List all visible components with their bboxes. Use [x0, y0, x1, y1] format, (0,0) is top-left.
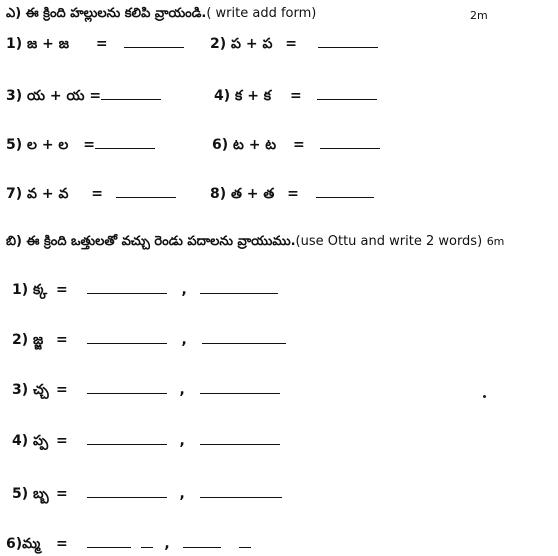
item-expression: క + క — [235, 88, 272, 104]
equals-sign: = — [91, 186, 104, 202]
word-blank-1[interactable] — [87, 293, 167, 294]
comma-separator: , — [181, 332, 187, 348]
section-a-marks: 2m — [470, 9, 488, 22]
equals-sign: = — [83, 137, 95, 153]
ottu-label: 4) ప్ప — [12, 433, 49, 449]
item-expression: ట + ట — [233, 137, 277, 153]
equals-sign: = — [56, 433, 68, 449]
answer-blank[interactable] — [124, 47, 184, 48]
equals-sign: = — [290, 88, 302, 104]
equals-sign: = — [56, 282, 68, 298]
answer-blank[interactable] — [95, 148, 155, 149]
section-a-heading-english: ( write add form) — [206, 6, 317, 21]
answer-blank[interactable] — [316, 197, 374, 198]
ottu-item-4 — [12, 433, 280, 452]
word-blank-2[interactable] — [200, 497, 282, 498]
item-expression: య + య — [27, 88, 85, 104]
ottu-label: 3) చ్చ — [12, 382, 49, 398]
item-number: 7) — [6, 186, 23, 202]
add-item-7 — [6, 186, 176, 205]
item-expression: త + త — [231, 186, 275, 202]
equals-sign: = — [56, 332, 68, 348]
word-blank-1[interactable] — [87, 547, 131, 548]
comma-separator: , — [181, 282, 187, 298]
item-number: 5) — [6, 137, 23, 153]
section-b-heading — [6, 234, 504, 252]
ottu-item-3 — [12, 382, 280, 401]
equals-sign: = — [95, 36, 108, 52]
ottu-item-6 — [6, 536, 251, 555]
ottu-item-1 — [12, 282, 278, 301]
add-item-6 — [212, 137, 380, 156]
word-blank-1[interactable] — [87, 444, 167, 445]
comma-separator: , — [179, 486, 185, 502]
add-item-4 — [214, 88, 377, 107]
section-b-heading-english: (use Ottu and write 2 words) — [295, 234, 483, 249]
equals-sign: = — [56, 486, 68, 502]
scan-speck — [483, 395, 486, 398]
word-blank-2-tail — [239, 547, 251, 548]
comma-separator: , — [164, 536, 170, 552]
word-blank-1[interactable] — [87, 497, 167, 498]
equals-sign: = — [285, 36, 298, 52]
word-blank-1-tail — [141, 547, 153, 548]
add-item-5 — [6, 137, 155, 156]
answer-blank[interactable] — [318, 47, 378, 48]
add-item-8 — [210, 186, 374, 205]
add-item-3 — [6, 88, 161, 107]
word-blank-1[interactable] — [87, 393, 167, 394]
add-item-2 — [210, 36, 378, 55]
word-blank-2[interactable] — [183, 547, 221, 548]
section-a-heading — [6, 6, 316, 24]
item-number: 1) — [6, 36, 23, 52]
section-a-heading-telugu: ఎ) ఈ క్రింది హల్లులను కలిపి వ్రాయండి. — [6, 6, 207, 21]
equals-sign: = — [287, 186, 299, 202]
item-number: 4) — [214, 88, 231, 104]
add-item-1 — [6, 36, 184, 55]
equals-sign: = — [56, 536, 68, 552]
ottu-label: 5) బ్బ — [12, 486, 49, 502]
equals-sign: = — [89, 88, 102, 104]
answer-blank[interactable] — [320, 148, 380, 149]
equals-sign: = — [56, 382, 68, 398]
word-blank-2[interactable] — [200, 393, 280, 394]
comma-separator: , — [179, 382, 185, 398]
item-expression: ల + ల — [27, 137, 69, 153]
item-number: 3) — [6, 88, 23, 104]
word-blank-1[interactable] — [87, 343, 167, 344]
section-b-heading-telugu: బి) ఈ క్రింది ఒత్తులతో వచ్చు రెండు పదాలను వ్రాయుము. — [6, 234, 296, 249]
ottu-label: 1) క్క — [12, 282, 48, 298]
word-blank-2[interactable] — [202, 343, 286, 344]
item-expression: ప + ప — [231, 36, 273, 52]
ottu-label: 6)మ్మ — [6, 536, 41, 552]
ottu-item-5 — [12, 486, 282, 505]
section-b-marks: 6m — [486, 235, 505, 248]
equals-sign: = — [293, 137, 305, 153]
comma-separator: , — [179, 433, 185, 449]
item-expression: వ + వ — [27, 186, 69, 202]
item-expression: జ + జ — [27, 36, 69, 52]
item-number: 6) — [212, 137, 229, 153]
answer-blank[interactable] — [317, 99, 377, 100]
word-blank-2[interactable] — [200, 444, 280, 445]
item-number: 2) — [210, 36, 227, 52]
answer-blank[interactable] — [116, 197, 176, 198]
word-blank-2[interactable] — [200, 293, 278, 294]
ottu-item-2 — [12, 332, 286, 351]
answer-blank[interactable] — [101, 99, 161, 100]
item-number: 8) — [210, 186, 227, 202]
ottu-label: 2) జ్జ — [12, 332, 44, 348]
